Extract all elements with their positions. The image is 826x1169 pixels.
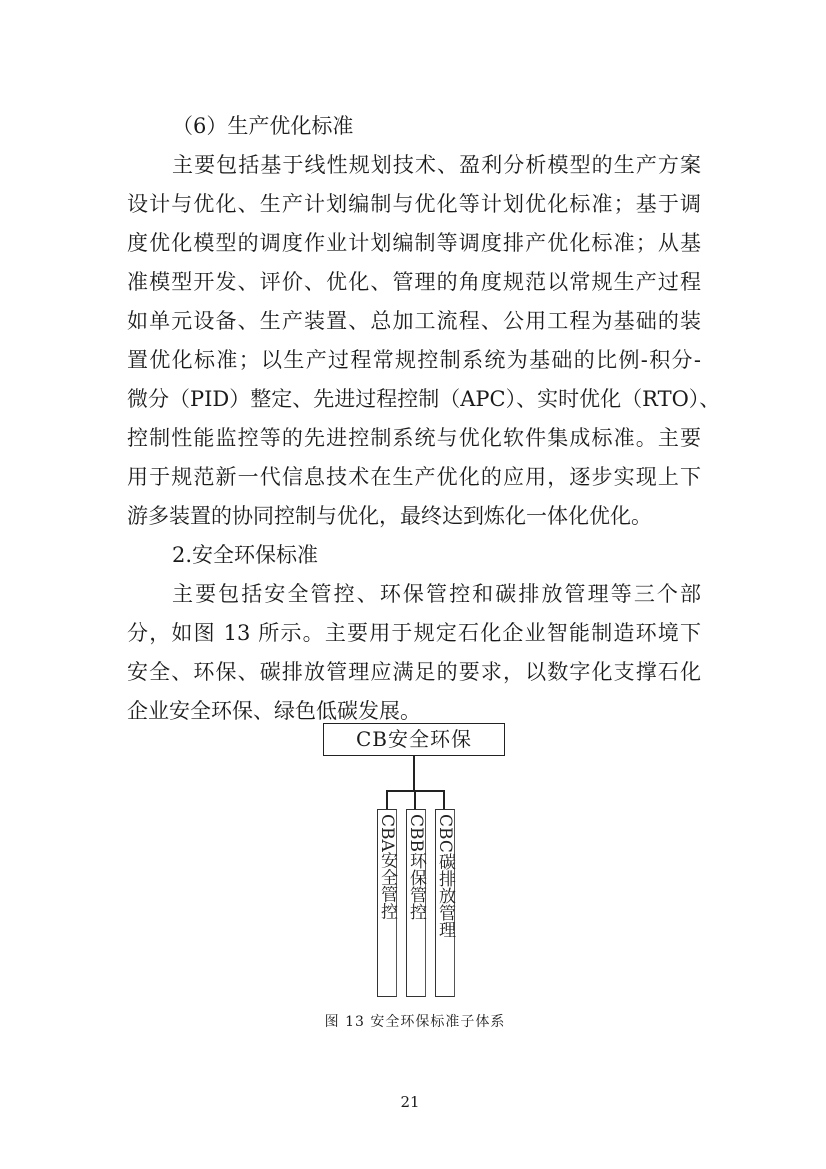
paragraph-line: 游多装置的协同控制与优化，最终达到炼化一体化优化。	[127, 504, 652, 528]
child-node-label: CBC碳排放管理	[435, 814, 455, 938]
paragraph-line: 控制性能监控等的先进控制系统与优化软件集成标准。主要	[127, 426, 701, 450]
diagram-child-node-carbon-management	[435, 809, 455, 997]
section-heading-safety-environment: 2.安全环保标准	[172, 543, 319, 567]
paragraph-line: 主要包括基于线性规划技术、盈利分析模型的生产方案	[172, 153, 701, 177]
connector-line	[386, 790, 388, 810]
child-node-label: CBB环保管控	[406, 814, 426, 920]
diagram-child-node-safety-control	[377, 809, 397, 997]
paragraph-line: 安全、环保、碳排放管理应满足的要求，以数字化支撑石化	[127, 660, 701, 684]
figure-caption: 图 13 安全环保标准子体系	[324, 1014, 506, 1030]
diagram-child-node-environment-control	[406, 809, 426, 997]
paragraph-line: 设计与优化、生产计划编制与优化等计划优化标准；基于调	[127, 192, 701, 216]
connector-line	[443, 790, 445, 810]
child-node-label: CBA安全管控	[377, 814, 397, 920]
paragraph-line: 准模型开发、评价、优化、管理的角度规范以常规生产过程	[127, 270, 701, 294]
paragraph-line: 分，如图 13 所示。主要用于规定石化企业智能制造环境下	[127, 621, 701, 645]
paragraph-line: 如单元设备、生产装置、总加工流程、公用工程为基础的装	[127, 309, 701, 333]
section-heading-production-optimization: （6）生产优化标准	[172, 114, 354, 138]
paragraph-line: 主要包括安全管控、环保管控和碳排放管理等三个部	[172, 582, 701, 606]
paragraph-line: 微分（PID）整定、先进过程控制（APC）、实时优化（RTO）、	[127, 387, 721, 411]
paragraph-line: 度优化模型的调度作业计划编制等调度排产优化标准；从基	[127, 231, 701, 255]
paragraph-line: 企业安全环保、绿色低碳发展。	[127, 699, 421, 723]
page-number: 21	[400, 1093, 420, 1111]
connector-line	[414, 790, 416, 810]
paragraph-line: 用于规范新一代信息技术在生产优化的应用，逐步实现上下	[127, 465, 701, 489]
paragraph-line: 置优化标准；以生产过程常规控制系统为基础的比例-积分-	[127, 348, 701, 372]
diagram-root-node: CB安全环保	[323, 723, 505, 756]
connector-line	[413, 756, 415, 791]
